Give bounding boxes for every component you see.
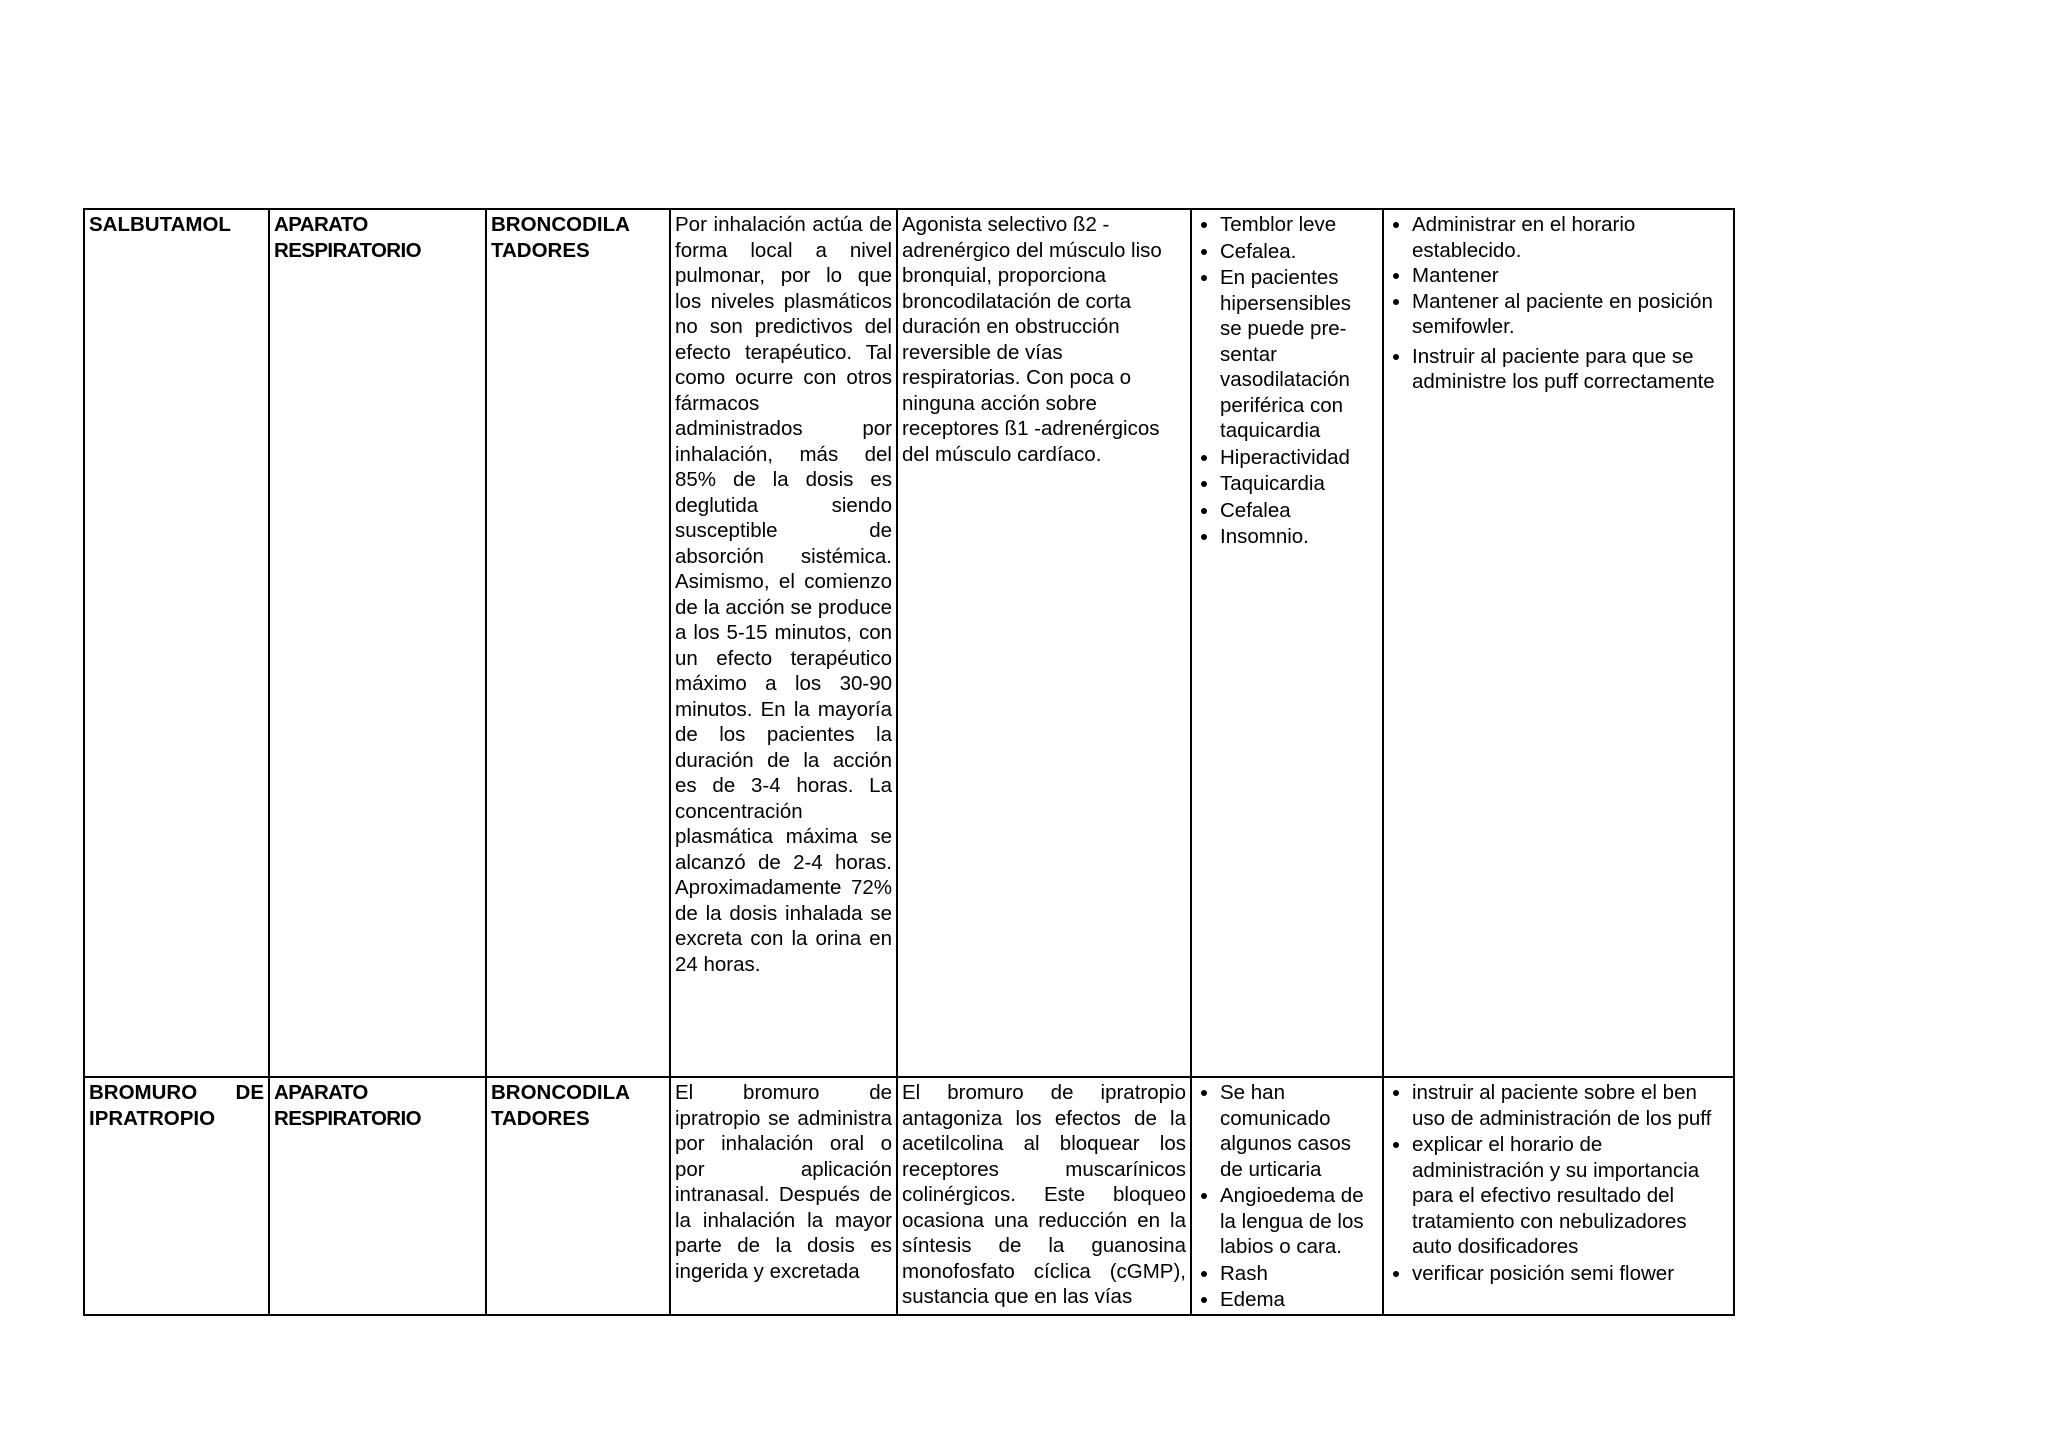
drug-table	[83, 208, 1735, 1316]
list-item: • instruir al paciente sobre el ben uso de administración de los puff	[1412, 1080, 1729, 1131]
drug-group-cell: BRONCODILA TADORES	[486, 209, 670, 1077]
mechanism-cell: El bromuro de ipratropio antagoniza los efectos de la acetilcolina al bloquear los receptores muscarínicos colinérgicos. Este bloqueo ocasiona una reducción en la síntesis de la guanosina monofosfato cíclica (cGMP), sustancia que en las vías	[897, 1077, 1191, 1315]
drug-name: SALBUTAMOL	[84, 209, 269, 1077]
nursing-care-cell	[1383, 1077, 1734, 1315]
list-item: • Cefalea	[1220, 498, 1378, 524]
list-item: • Insomnio.	[1220, 524, 1378, 550]
list-item: • Cefalea.	[1220, 239, 1378, 265]
list-item: • Mantener	[1412, 263, 1729, 289]
nursing-care-list	[1388, 212, 1729, 395]
list-item: • Se han comunicado algunos casos de urticaria	[1220, 1080, 1378, 1182]
pharmacokinetics-cell: Por inhalación actúa de forma local a nivel pulmonar, por lo que los niveles plasmáticos no son predictivos del efecto terapéutico. Tal como ocurre con otros fármacos administrados por inhalación, más del 85% de la dosis es deglutida siendo susceptible de absorción sistémica. Asimismo, el comienzo de la acción se produce a los 5-15 minutos, con un efecto terapéutico máximo a los 30-90 minutos. En la mayoría de los pacientes la duración de la acción es de 3-4 horas. La concentración plasmática máxima se alcanzó de 2-4 horas. Aproximadamente 72% de la dosis inhalada se excreta con la orina en 24 horas.	[670, 209, 897, 1077]
list-item: • Hiperactividad	[1220, 445, 1378, 471]
table-row	[84, 209, 1734, 1077]
drug-name: BROMURO DE IPRATROPIO	[84, 1077, 269, 1315]
list-item: • Administrar en el horario establecido.	[1412, 212, 1729, 263]
pharmacokinetics-cell: El bromuro de ipratropio se administra por inhalación oral o por aplicación intranasal. Después de la inhalación la mayor parte de la dosis es ingerida y excretada	[670, 1077, 897, 1315]
adverse-effects-list	[1196, 1080, 1378, 1313]
nursing-care-cell	[1383, 209, 1734, 1077]
list-item: • Rash	[1220, 1261, 1378, 1287]
adverse-effects-list	[1196, 212, 1378, 550]
table-row	[84, 1077, 1734, 1315]
list-item: • Angioedema de la lengua de los labios o cara.	[1220, 1183, 1378, 1260]
mechanism-cell: Agonista selectivo ß2 - adrenérgico del músculo liso bronquial, proporciona broncodilatación de corta duración en obstrucción reversible de vías respiratorias. Con poca o ninguna acción sobre receptores ß1 -adrenérgicos del músculo cardíaco.	[897, 209, 1191, 1077]
drug-group-cell: BRONCODILA TADORES	[486, 1077, 670, 1315]
list-item: • verificar posición semi flower	[1412, 1261, 1729, 1287]
adverse-effects-cell	[1191, 1077, 1383, 1315]
nursing-care-list	[1388, 1080, 1729, 1286]
adverse-effects-cell	[1191, 209, 1383, 1077]
apparatus-cell: APARATO RESPIRATORIO	[269, 1077, 486, 1315]
list-item: • explicar el horario de administración y su importancia para el efectivo resultado del tratamiento con nebulizadores auto dosificadores	[1412, 1132, 1729, 1260]
list-item: • Mantener al paciente en posición semifowler.	[1412, 289, 1729, 340]
list-item: • Temblor leve	[1220, 212, 1378, 238]
list-item: • En pacientes hipersensibles se puede pre-sentar vasodilatación periférica con taquicardia	[1220, 265, 1378, 444]
list-item: • Edema	[1220, 1287, 1378, 1313]
list-item: • Instruir al paciente para que se administre los puff correctamente	[1412, 344, 1729, 395]
list-item: • Taquicardia	[1220, 471, 1378, 497]
apparatus-cell: APARATO RESPIRATORIO	[269, 209, 486, 1077]
